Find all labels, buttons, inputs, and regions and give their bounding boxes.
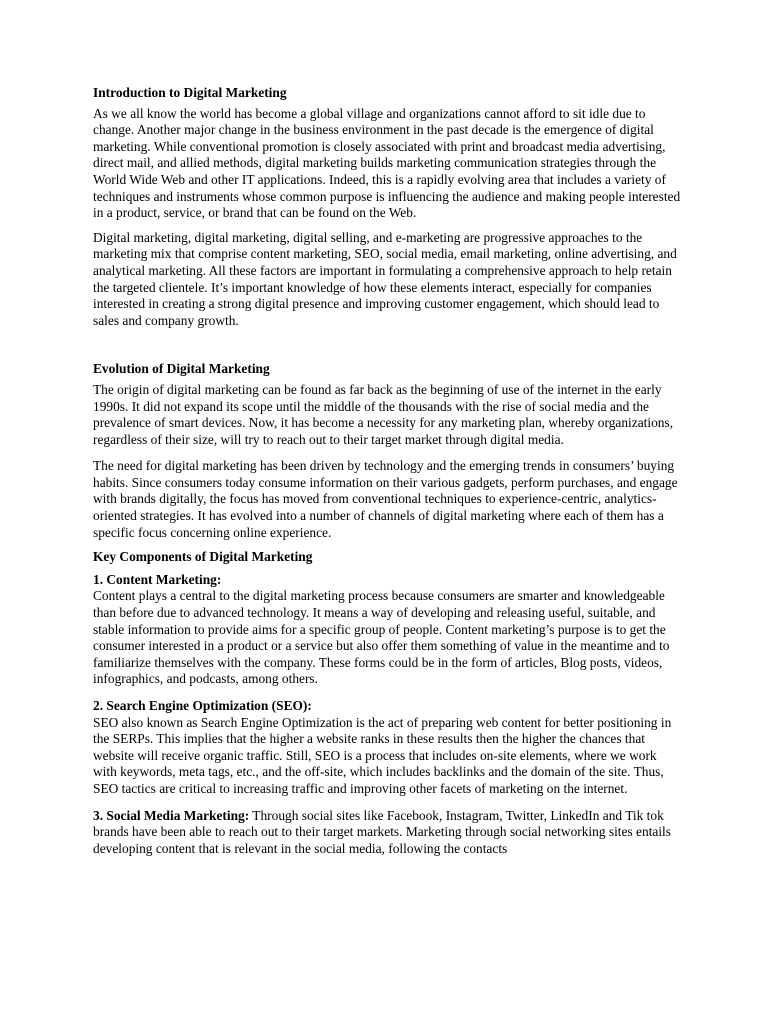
spacer: [93, 337, 683, 361]
document-page: [93, 85, 683, 857]
spacer: [93, 798, 683, 808]
component-item-seo: [93, 698, 683, 798]
component-title: 2. Search Engine Optimization (SEO):: [93, 698, 312, 713]
component-item-social-media-marketing: [93, 808, 683, 858]
component-body: SEO also known as Search Engine Optimization is the act of preparing web content for better positioning in the SERPs. This implies that the higher a website ranks in these results then the higher the chances that website will receive organic traffic. Still, SEO is a process that includes on-site elements, where we work with keywords, meta tags, etc., and the off-site, which includes backlinks and the domain of the site. Thus, SEO tactics are critical to increasing traffic and improving other facets of marketing on the internet.: [93, 714, 672, 796]
component-body: Content plays a central to the digital marketing process because consumers are smarter and knowledgeable than before due to advanced technology. It means a way of developing and releasing useful, suitable, and stable information to provide aims for a specific group of people. Content marketing’s purpose is to get the consumer interested in a product or a service but also offer them something of value in the meantime and to familiarize themselves with the company. These forms could be in the form of articles, Blog posts, videos, infographics, and podcasts, among others.: [93, 588, 670, 687]
component-title: 3. Social Media Marketing:: [93, 807, 250, 823]
section-heading-key-components: Key Components of Digital Marketing: [93, 549, 313, 565]
component-body: Through social sites like Facebook, Instagram, Twitter, LinkedIn and Tik tok brands have been able to reach out to their target markets. Marketing through social networking sites entails developing content that is relevant in the social media, following the contacts: [93, 807, 671, 856]
section-heading-evolution: Evolution of Digital Marketing: [93, 361, 270, 377]
spacer: [93, 688, 683, 698]
component-title: 1. Content Marketing:: [93, 571, 222, 587]
component-item-content-marketing: [93, 572, 683, 688]
intro-paragraph-1: As we all know the world has become a global village and organizations cannot afford to sit idle due to change. Another major change in the business environment in the past decade is the emergence of digital marketing. While conventional promotion is closely associated with print and broadcast media advertising, direct mail, and allied methods, digital marketing builds marketing communication strategies through the World Wide Web and other IT applications. Indeed, this is a rapidly evolving area that includes a variety of techniques and instruments whose common purpose is influencing the audience and making people interested in a product, service, or brand that can be found on the Web.: [93, 105, 681, 221]
evolution-paragraph-2: The need for digital marketing has been driven by technology and the emerging trends in consumers’ buying habits. Since consumers today consume information on their various gadgets, perform purchases, and engage with brands digitally, the focus has moved from conventional techniques to experience-centric, analytics-oriented strategies. It has evolved into a number of channels of digital marketing where each of them has a specific focus concerning online experience.: [93, 458, 678, 540]
section-heading-introduction: Introduction to Digital Marketing: [93, 85, 287, 100]
evolution-paragraph-1: The origin of digital marketing can be found as far back as the beginning of use of the internet in the early 1990s. It did not expand its scope until the middle of the thousands with the rise of social media and the prevalence of smart devices. Now, it has become a necessity for any marketing plan, whereby organizations, regardless of their size, will try to reach out to their target market through digital media.: [93, 381, 674, 447]
intro-paragraph-2: Digital marketing, digital marketing, digital selling, and e-marketing are progressive approaches to the marketing mix that comprise content marketing, SEO, social media, email marketing, online advertising, and analytical marketing. All these factors are important in formulating a comprehensive approach to help retain the targeted clientele. It’s important knowledge of how these elements interact, especially for companies interested in creating a strong digital presence and improving customer engagement, which should lead to sales and company growth.: [93, 229, 677, 328]
